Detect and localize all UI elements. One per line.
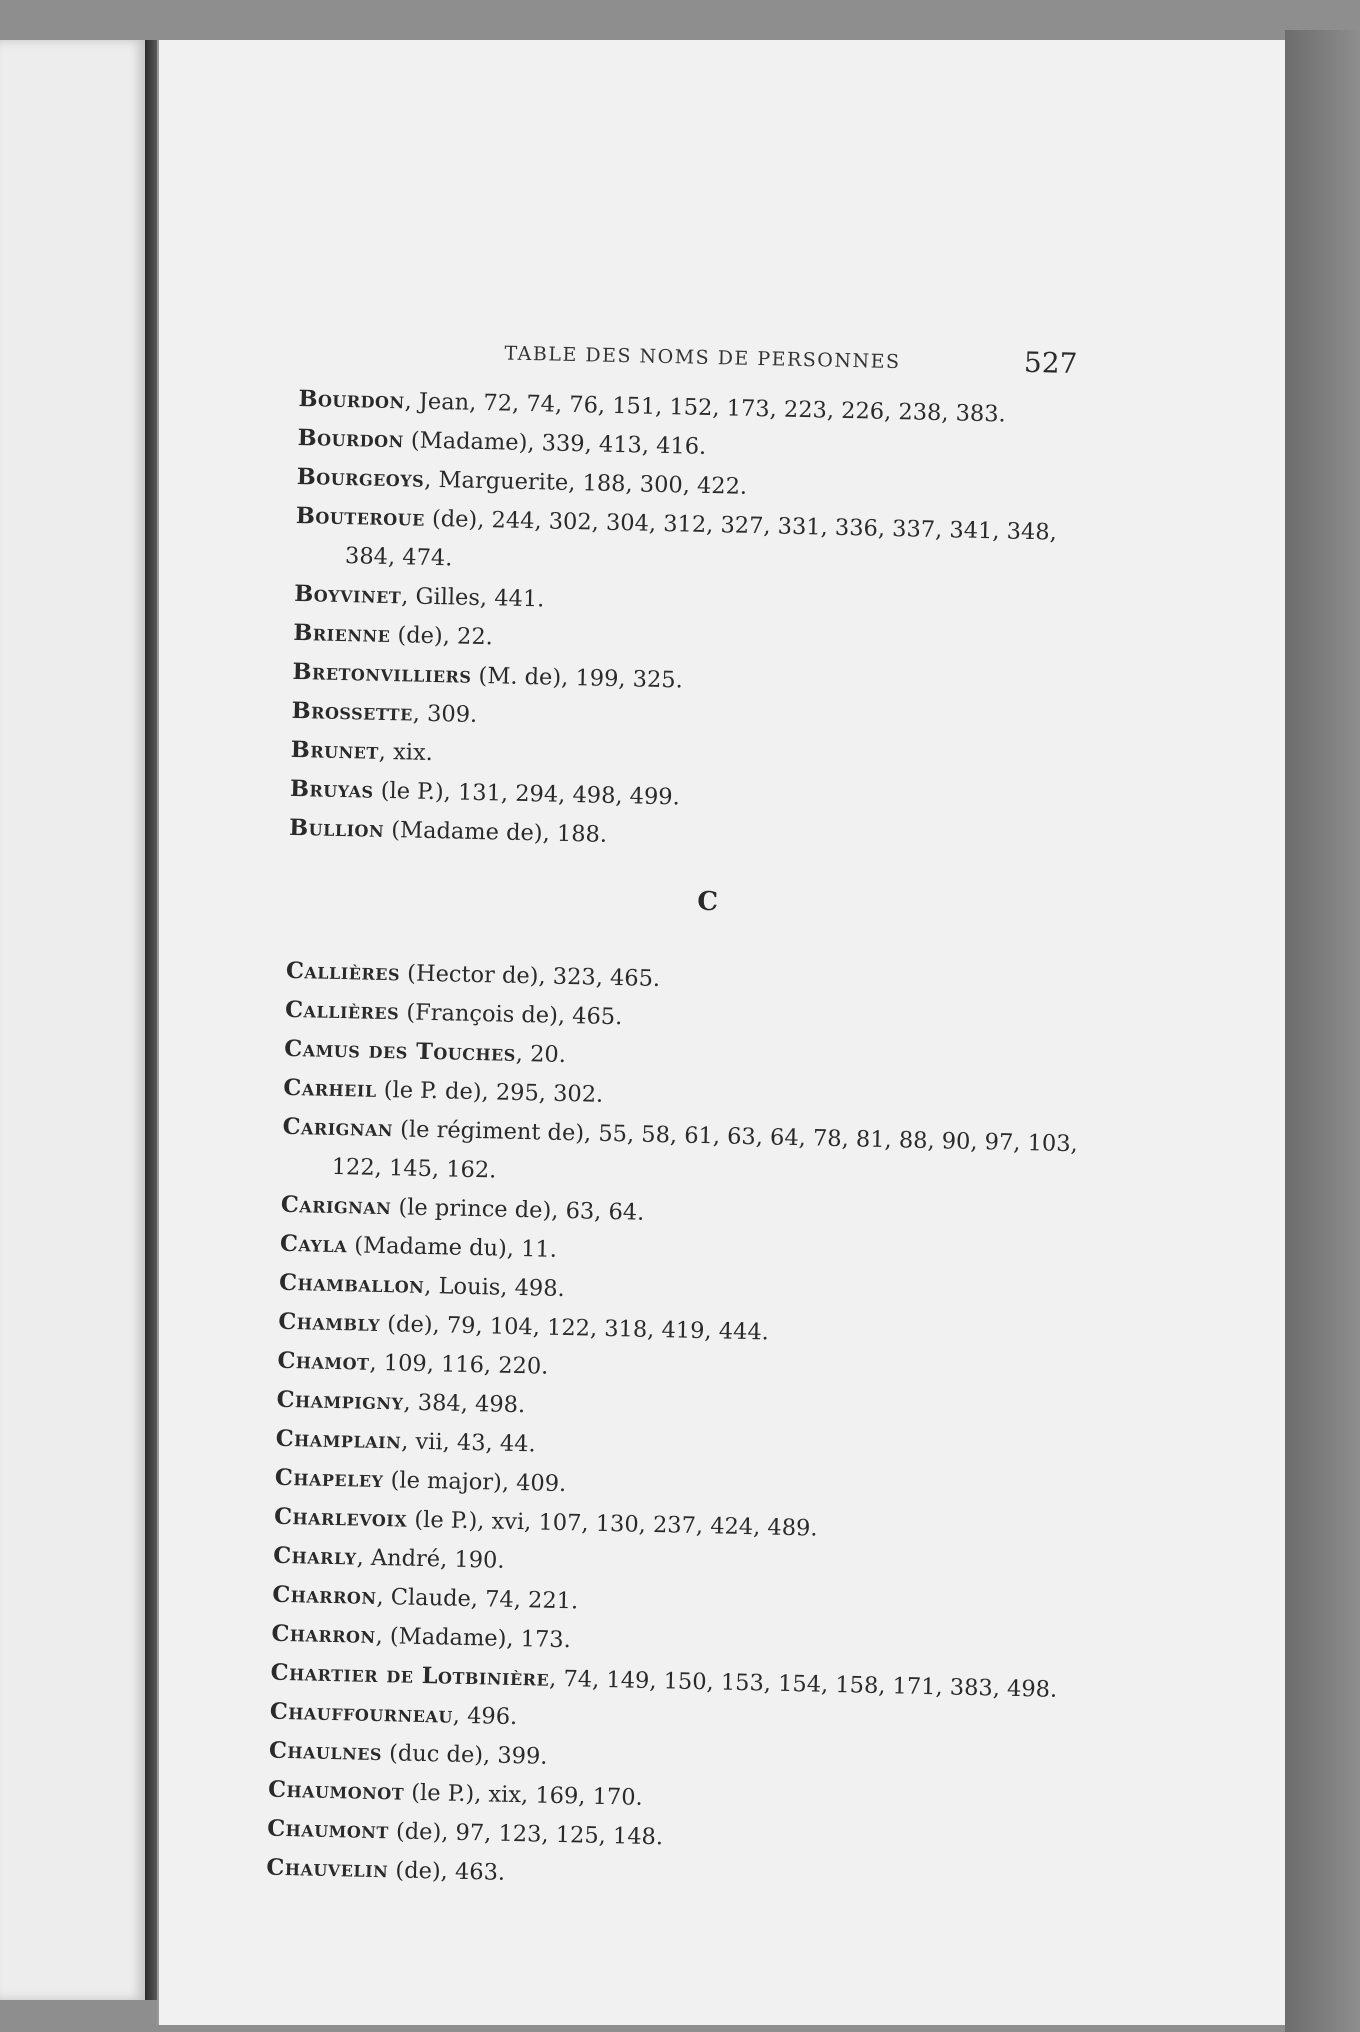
entry-text: (de), 463. [388, 1857, 506, 1886]
entry-name: Bourdon [298, 385, 405, 415]
entry-text: , Claude, 74, 221. [376, 1583, 579, 1615]
entry-text: (le P.), xvi, 107, 130, 237, 424, 489. [406, 1506, 818, 1542]
entry-text: , 74, 149, 150, 153, 154, 158, 171, 383, 498. [548, 1665, 1058, 1703]
entry-name: Cayla [279, 1230, 348, 1259]
entry-text: , André, 190. [356, 1544, 505, 1574]
page-edge [1285, 30, 1360, 2032]
entry-name: Charron [271, 1620, 376, 1649]
entry-name: Chamballon [278, 1269, 425, 1299]
entry-text: , 309. [412, 700, 478, 728]
entry-name: Brunet [290, 736, 380, 765]
entry-name: Brossette [291, 697, 414, 727]
entry-name: Charly [272, 1542, 357, 1571]
entry-name: Champigny [276, 1386, 404, 1416]
entry-text: (le P.), xix, 169, 170. [403, 1779, 644, 1811]
entry-text: (François de), 465. [398, 999, 623, 1031]
entry-name: Bouteroue [295, 502, 426, 532]
entry-text: (Madame du), 11. [346, 1232, 558, 1263]
entry-name: Chapeley [274, 1464, 384, 1494]
entry-name: Boyvinet [293, 580, 402, 610]
entry-text: (le major), 409. [383, 1467, 567, 1498]
entry-name: Charlevoix [273, 1503, 408, 1533]
entry-text: (le régiment de), 55, 58, 61, 63, 64, 78, 81, 88, 90, 97, 103, 122, 145, 162. [331, 1116, 1078, 1184]
entry-text: , Marguerite, 188, 300, 422. [423, 466, 748, 500]
entry-text: (Madame de), 188. [383, 816, 608, 848]
entry-name: Callières [285, 957, 401, 987]
entry-name: Camus des Touches [284, 1035, 517, 1067]
entry-name: Bourgeoys [296, 463, 425, 493]
entry-name: Carignan [280, 1191, 392, 1221]
entry-text: , Jean, 72, 74, 76, 151, 152, 173, 223, 226, 238, 383. [404, 388, 1007, 428]
entry-name: Chaumonot [267, 1776, 405, 1806]
entry-text: , Louis, 498. [424, 1272, 566, 1303]
book-gutter [145, 40, 157, 2000]
entry-text: (le P.), 131, 294, 498, 499. [373, 777, 681, 811]
entry-text: , 20. [515, 1040, 567, 1068]
left-page [0, 40, 145, 2000]
entry-text: , (Madame), 173. [375, 1622, 572, 1654]
entry-name: Champlain [275, 1425, 402, 1455]
entry-text: , Gilles, 441. [400, 583, 545, 613]
index-section-c [266, 952, 1086, 1905]
letter-heading: C [696, 886, 719, 918]
entry-name: Chaulnes [268, 1737, 383, 1767]
entry-name: Chamot [277, 1347, 370, 1376]
entry-text: , xix. [378, 738, 434, 766]
entry-text: (de), 244, 302, 304, 312, 327, 331, 336, 337, 341, 348, 384, 474. [344, 505, 1058, 572]
index-section-b [289, 380, 1099, 865]
entry-text: (de), 97, 123, 125, 148. [388, 1818, 664, 1851]
entry-name: Bullion [288, 814, 385, 843]
entry-text: (le P. de), 295, 302. [376, 1076, 604, 1108]
entry-text: (duc de), 399. [381, 1740, 548, 1770]
entry-text: (Madame), 339, 413, 416. [403, 427, 707, 460]
entry-name: Chauvelin [266, 1854, 389, 1884]
entry-name: Chartier de Lotbinière [270, 1659, 550, 1692]
entry-name: Bretonvilliers [292, 658, 472, 689]
entry-name: Charron [272, 1581, 377, 1610]
entry-name: Callières [284, 996, 400, 1026]
entry-text: (de), 79, 104, 122, 318, 419, 444. [379, 1310, 770, 1346]
running-title: TABLE DES NOMS DE PERSONNES [504, 342, 901, 374]
entry-name: Brienne [293, 619, 391, 649]
entry-text: , 109, 116, 220. [369, 1349, 549, 1380]
entry-text: , 384, 498. [403, 1389, 526, 1419]
entry-text: (de), 22. [390, 622, 494, 651]
entry-text: (le prince de), 63, 64. [391, 1194, 645, 1226]
page-content [266, 330, 1100, 1905]
entry-name: Bourdon [297, 424, 405, 454]
entry-name: Carignan [282, 1113, 394, 1143]
entry-text: , 496. [452, 1702, 518, 1731]
entry-name: Bruyas [289, 775, 374, 804]
entry-name: Carheil [283, 1074, 377, 1103]
entry-text: (Hector de), 323, 465. [399, 960, 661, 993]
entry-text: (M. de), 199, 325. [471, 662, 684, 694]
entry-name: Chambly [278, 1308, 381, 1337]
entry-name: Chaumont [267, 1815, 390, 1845]
entry-text: , vii, 43, 44. [400, 1428, 536, 1458]
page-number: 527 [1023, 345, 1078, 380]
entry-name: Chauffourneau [269, 1698, 454, 1729]
